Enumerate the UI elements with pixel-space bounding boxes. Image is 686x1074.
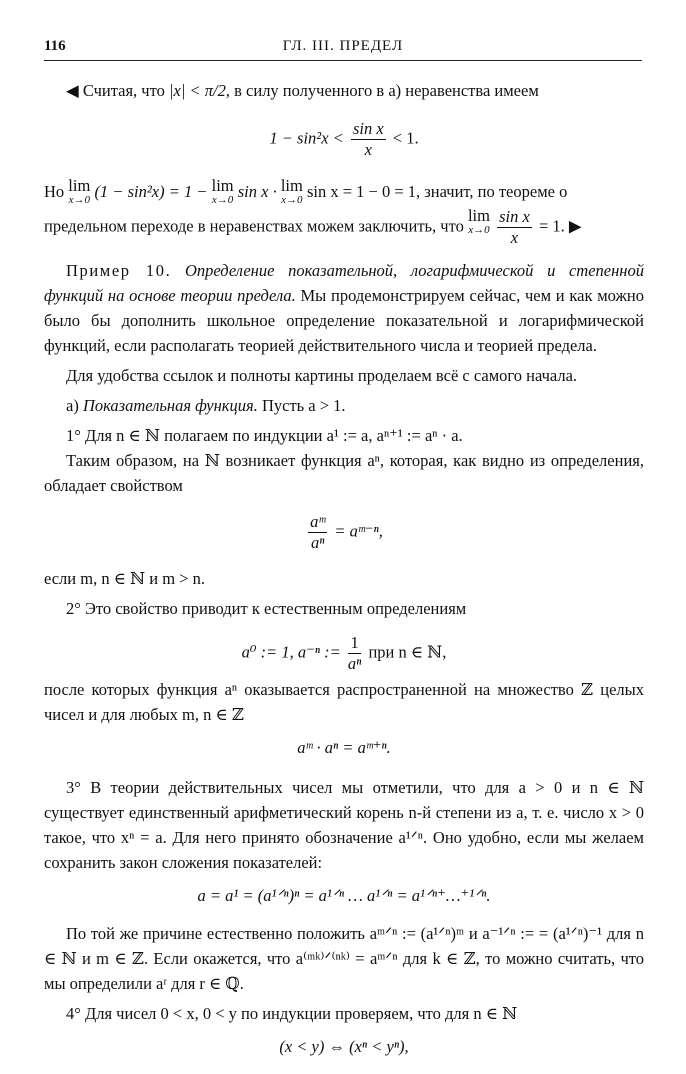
- running-header: [44, 38, 642, 60]
- abs-inequality: |x| < π/2: [168, 81, 226, 100]
- formula-root-sum: a = a¹ = (a¹ᐟⁿ)ⁿ = a¹ᐟⁿ … a¹ᐟⁿ = a¹ᐟⁿ⁺…⁺¹ᐟⁿ.: [197, 886, 491, 905]
- fraction-sinx-over-x: $\frac{\text{sin x}}{x}$: [499, 207, 530, 247]
- limit-operator: lim x→0: [467, 206, 490, 236]
- step-1-text: Таким образом, на ℕ возникает функция aⁿ, которая, как видно из определения, обладает свойством: [44, 451, 644, 495]
- subsection-a: а) Показательная функция. Пусть a > 1.: [66, 396, 346, 415]
- fraction-one-over-an: $\frac{1}{\text{aⁿ}}$: [347, 633, 362, 673]
- example-label: Пример 10.: [66, 261, 172, 280]
- example-10: Пример 10. Определение показательной, логарифмической и степенной функций на основе теории предела. Мы продемонстрируем сейчас, чем и как можно было бы дополнить школьное определение показательной и логарифмической функций, если располагать теорией действительного числа и теорией предела.: [44, 261, 644, 355]
- formula-product-rule: aᵐ · aⁿ = aᵐ⁺ⁿ.: [297, 738, 391, 757]
- limit-operator: lim x→0: [280, 176, 303, 206]
- step-1: 1° Для n ∈ ℕ полагаем по индукции a¹ := a, aⁿ⁺¹ := aⁿ · a.: [66, 426, 463, 445]
- paragraph-convenience: Для удобства ссылок и полноты картины проделаем всё с самого начала.: [66, 366, 578, 385]
- limit-operator: lim x→0: [211, 176, 234, 206]
- text-body: [44, 78, 644, 1074]
- step-2-text: после которых функция aⁿ оказывается распространенной на множество ℤ целых чисел и для любых m, n ∈ ℤ: [44, 680, 644, 724]
- chapter-title: ГЛ. III. ПРЕДЕЛ: [282, 38, 404, 54]
- step-3-text: По той же причине естественно положить aᵐᐟⁿ := (a¹ᐟⁿ)ᵐ и a⁻¹ᐟⁿ := = (a¹ᐟⁿ)⁻¹ для n ∈ ℕ и m ∈ ℤ. Если окажется, что a⁽ᵐᵏ⁾ᐟ⁽ⁿᵏ⁾ = aᵐᐟⁿ для k ∈ ℤ, то можно считать, что мы определили aʳ для r ∈ ℚ.: [44, 924, 644, 993]
- step-1-condition: если m, n ∈ ℕ и m > n.: [44, 569, 205, 588]
- formula-inequality: 1 − sin²x < $\frac{\text{sin x}}{x}$ < 1.: [269, 119, 419, 159]
- fraction-sinx-over-x: $\frac{\text{sin x}}{x}$: [352, 119, 384, 159]
- header-rule: [44, 60, 642, 61]
- step-3: 3° В теории действительных чисел мы отметили, что для a > 0 и n ∈ ℕ существует единственный арифметический корень n-й степени из a, т. е. число x > 0 такое, что xⁿ = a. Для него принято обозначение a¹ᐟⁿ. Оно удобно, если мы желаем сохранить закон сложения показателей:: [44, 778, 644, 872]
- page-number: 116: [44, 38, 66, 54]
- limit-operator: lim x→0: [68, 176, 91, 206]
- paragraph-proof-start: ◀ Считая, что |x| < π/2, в силу полученного в а) неравенства имеем: [66, 81, 539, 100]
- step-2: 2° Это свойство приводит к естественным определениям: [66, 599, 467, 618]
- subsection-a-title: Показательная функция.: [82, 396, 258, 415]
- paragraph-limit: Но lim x→0 (1 − sin²x) = 1 − lim x→0 sin x · lim x→0 sin x = 1 − 0 = 1, значит, по теореме о: [44, 176, 568, 206]
- step-4: 4° Для чисел 0 < x, 0 < y по индукции проверяем, что для n ∈ ℕ: [66, 1004, 518, 1023]
- fraction-am-over-an: $\frac{\text{aᵐ}}{\text{aⁿ}}$: [310, 512, 326, 552]
- paragraph-conclusion: предельном переходе в неравенствах можем заключить, что lim x→0 $\frac{\text{sin x}}{x}$ = 1. ▶: [44, 206, 582, 247]
- example-title: Определение показательной, логарифмической и степенной функций на основе теории предела.: [44, 261, 644, 305]
- formula-quotient: $\frac{\text{aᵐ}}{\text{aⁿ}}$ = aᵐ⁻ⁿ,: [310, 512, 383, 552]
- formula-monotonic: (x < y) ⇔ (xⁿ < yⁿ),: [279, 1037, 409, 1056]
- formula-zero-negative-power: a⁰ := 1, a⁻ⁿ := $\frac{1}{\text{aⁿ}}$ при n ∈ ℕ,: [241, 633, 447, 673]
